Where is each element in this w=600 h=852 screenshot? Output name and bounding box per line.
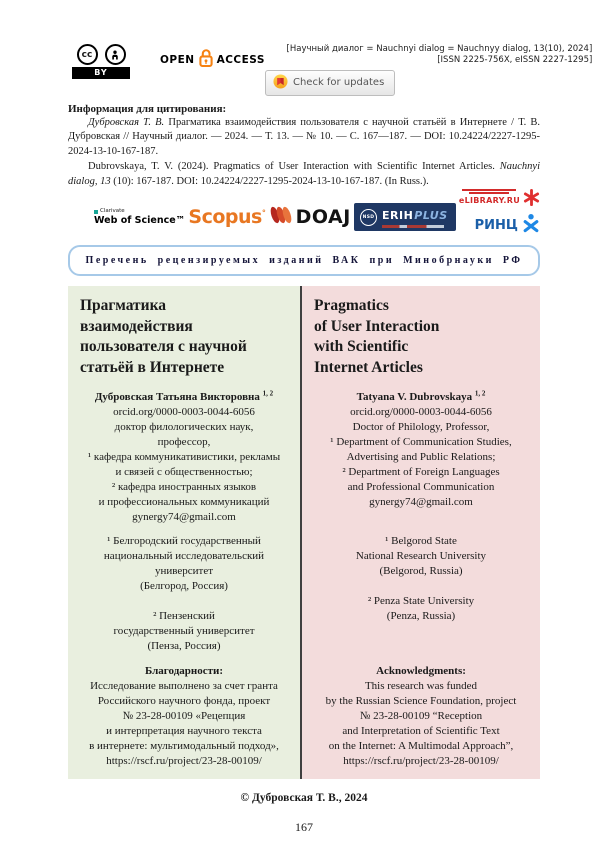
rinc-label: РИНЦ	[474, 217, 518, 233]
rinc-person-icon	[522, 213, 540, 238]
clarivate-mark-icon	[94, 210, 98, 214]
doaj-leaves-icon	[269, 204, 293, 231]
erih-label: ERIH	[382, 208, 414, 222]
author-name-ru: Дубровская Татьяна Викторовна $^{1, 2}$	[94, 389, 274, 404]
journal-reference-block	[265, 44, 592, 96]
doaj-logo	[269, 204, 351, 231]
elibrary-rinc-logos	[459, 189, 540, 238]
russian-column	[68, 286, 300, 779]
citation-russian	[68, 116, 540, 159]
clarivate-label: Clarivate	[94, 209, 185, 215]
open-lock-icon	[198, 47, 214, 72]
elibrary-tiny-text-bar	[462, 189, 516, 191]
cc-icon: cc	[77, 44, 98, 65]
author-affil-marker: 1, 2	[262, 389, 274, 398]
elibrary-asterisk-icon	[523, 189, 540, 211]
acknowledgments-text-en: This research was funded by the Russian Science Foundation, project № 23-28-00109 “Reception and Interpretation of Scientific Text on the Internet: A Multimodal Approach”, https://rscf.ru/project/23-28-00109/	[325, 680, 517, 767]
open-access-logo	[160, 47, 265, 72]
journal-reference-line1: [Научный диалог = Nauchnyi dialog = Nauchnyy dialog, 13(10), 2024]	[286, 44, 593, 54]
author-details-en: orcid.org/0000-0003-0044-6056 Doctor of Philology, Professor, ¹ Department of Communication Studies, Advertising and Public Relations; ² Department of Foreign Languages and Professional Communication gynergy74@gmail.com	[330, 406, 512, 508]
elibrary-tiny-text-bar2	[469, 192, 509, 194]
erih-plus-label: PLUS	[414, 208, 448, 222]
vak-list-box: Перечень рецензируемых изданий ВАК при Минобрнауки РФ	[68, 245, 540, 276]
author-affil-marker-en: 1, 2	[474, 389, 486, 398]
affiliations-en: ¹ Belgorod State National Research University (Belgorod, Russia) ² Penza State University (Penza, Russia)	[355, 535, 487, 622]
open-access-access-label: ACCESS	[216, 53, 265, 66]
doaj-label: DOAJ	[295, 206, 351, 229]
journal-reference-line2: [ISSN 2225-756X, eISSN 2227-1295]	[437, 55, 593, 66]
open-access-open-label: OPEN	[160, 53, 195, 66]
citation-ru-text: Прагматика взаимодействия пользователя с научной статьёй в Интернете / Т. В. Дубровская // Научный диалог. — 2024. — Т. 13. — № 10. — С. 167—187. — DOI: 10.24224/2227-1295-2024-13-10-167-187.	[68, 116, 540, 157]
check-for-updates-button[interactable]	[265, 70, 395, 96]
article-title-ru: Прагматика взаимодействия пользователя с научной статьёй в Интернете	[80, 297, 247, 376]
nsd-icon: NSD	[360, 209, 377, 226]
elibrary-label: eLIBRARY.RU	[458, 195, 520, 205]
acknowledgments-ru	[80, 664, 288, 769]
citation-heading: Информация для цитирования:	[68, 102, 227, 115]
copyright-line: © Дубровская Т. В., 2024	[240, 792, 368, 805]
cc-circles	[77, 44, 126, 65]
web-of-science-logo	[94, 209, 185, 225]
citation-en-journal: Nauchnyi dialog, 13	[68, 161, 540, 187]
elibrary-logo	[459, 189, 540, 211]
title-columns	[68, 286, 540, 779]
cc-by-badge	[68, 44, 134, 79]
citation-en-before: Dubrovskaya, T. V. (2024). Pragmatics of User Interaction with Scientific Internet Articles.	[88, 161, 500, 173]
acknowledgments-en	[314, 664, 528, 769]
author-details-ru: orcid.org/0000-0003-0044-6056 доктор филологических наук, профессор, ¹ кафедра коммуникативистики, рекламы и связей с общественностью; ² кафедра иностранных языков и профессиональных коммуникаций gynergy74@gmail.com	[87, 406, 281, 523]
rinc-logo	[475, 213, 540, 238]
scopus-logo: Scopus°	[188, 206, 266, 229]
acknowledgments-heading-ru: Благодарности:	[144, 665, 223, 678]
page-header	[68, 44, 593, 96]
citation-english	[68, 160, 540, 189]
author-block-en	[314, 390, 528, 534]
english-column	[300, 286, 540, 779]
author-block-ru	[80, 390, 288, 534]
cc-by-label: BY	[72, 67, 130, 79]
page-number: 167	[295, 820, 313, 835]
citation-ru-author: Дубровская Т. В.	[88, 116, 165, 128]
web-of-science-label: Web of Science™	[94, 214, 186, 226]
check-for-updates-label: Check for updates	[292, 77, 385, 89]
erih-plus-logo	[354, 203, 456, 231]
scopus-mark: °	[261, 209, 266, 219]
article-title-en: Pragmatics of User Interaction with Scientific Internet Articles	[314, 297, 440, 376]
cc-person-icon	[105, 44, 126, 65]
author-name-en: Tatyana V. Dubrovskaya $^{1, 2}$	[356, 389, 486, 404]
acknowledgments-text-ru: Исследование выполнено за счет гранта Российского научного фонда, проект № 23-28-00109 «Рецепция и интерпретация научного текста в интернете: мультимодальный подход», https://rscf.ru/project/23-28-00109/	[89, 680, 279, 767]
citation-en-after: (10): 167-187. DOI: 10.24224/2227-1295-2024-13-10-167-187. (In Russ.).	[110, 175, 429, 187]
indexing-logos-bar	[68, 197, 540, 237]
license-badges	[68, 44, 265, 79]
erih-subtext-bar	[382, 225, 444, 228]
crossmark-icon	[273, 74, 288, 92]
erih-plus-text	[382, 207, 448, 228]
affiliations-ru: ¹ Белгородский государственный национальный исследовательский университет (Белгород, Россия) ² Пензенский государственный университет (Пенза, Россия)	[103, 535, 265, 652]
acknowledgments-heading-en: Acknowledgments:	[376, 665, 466, 678]
